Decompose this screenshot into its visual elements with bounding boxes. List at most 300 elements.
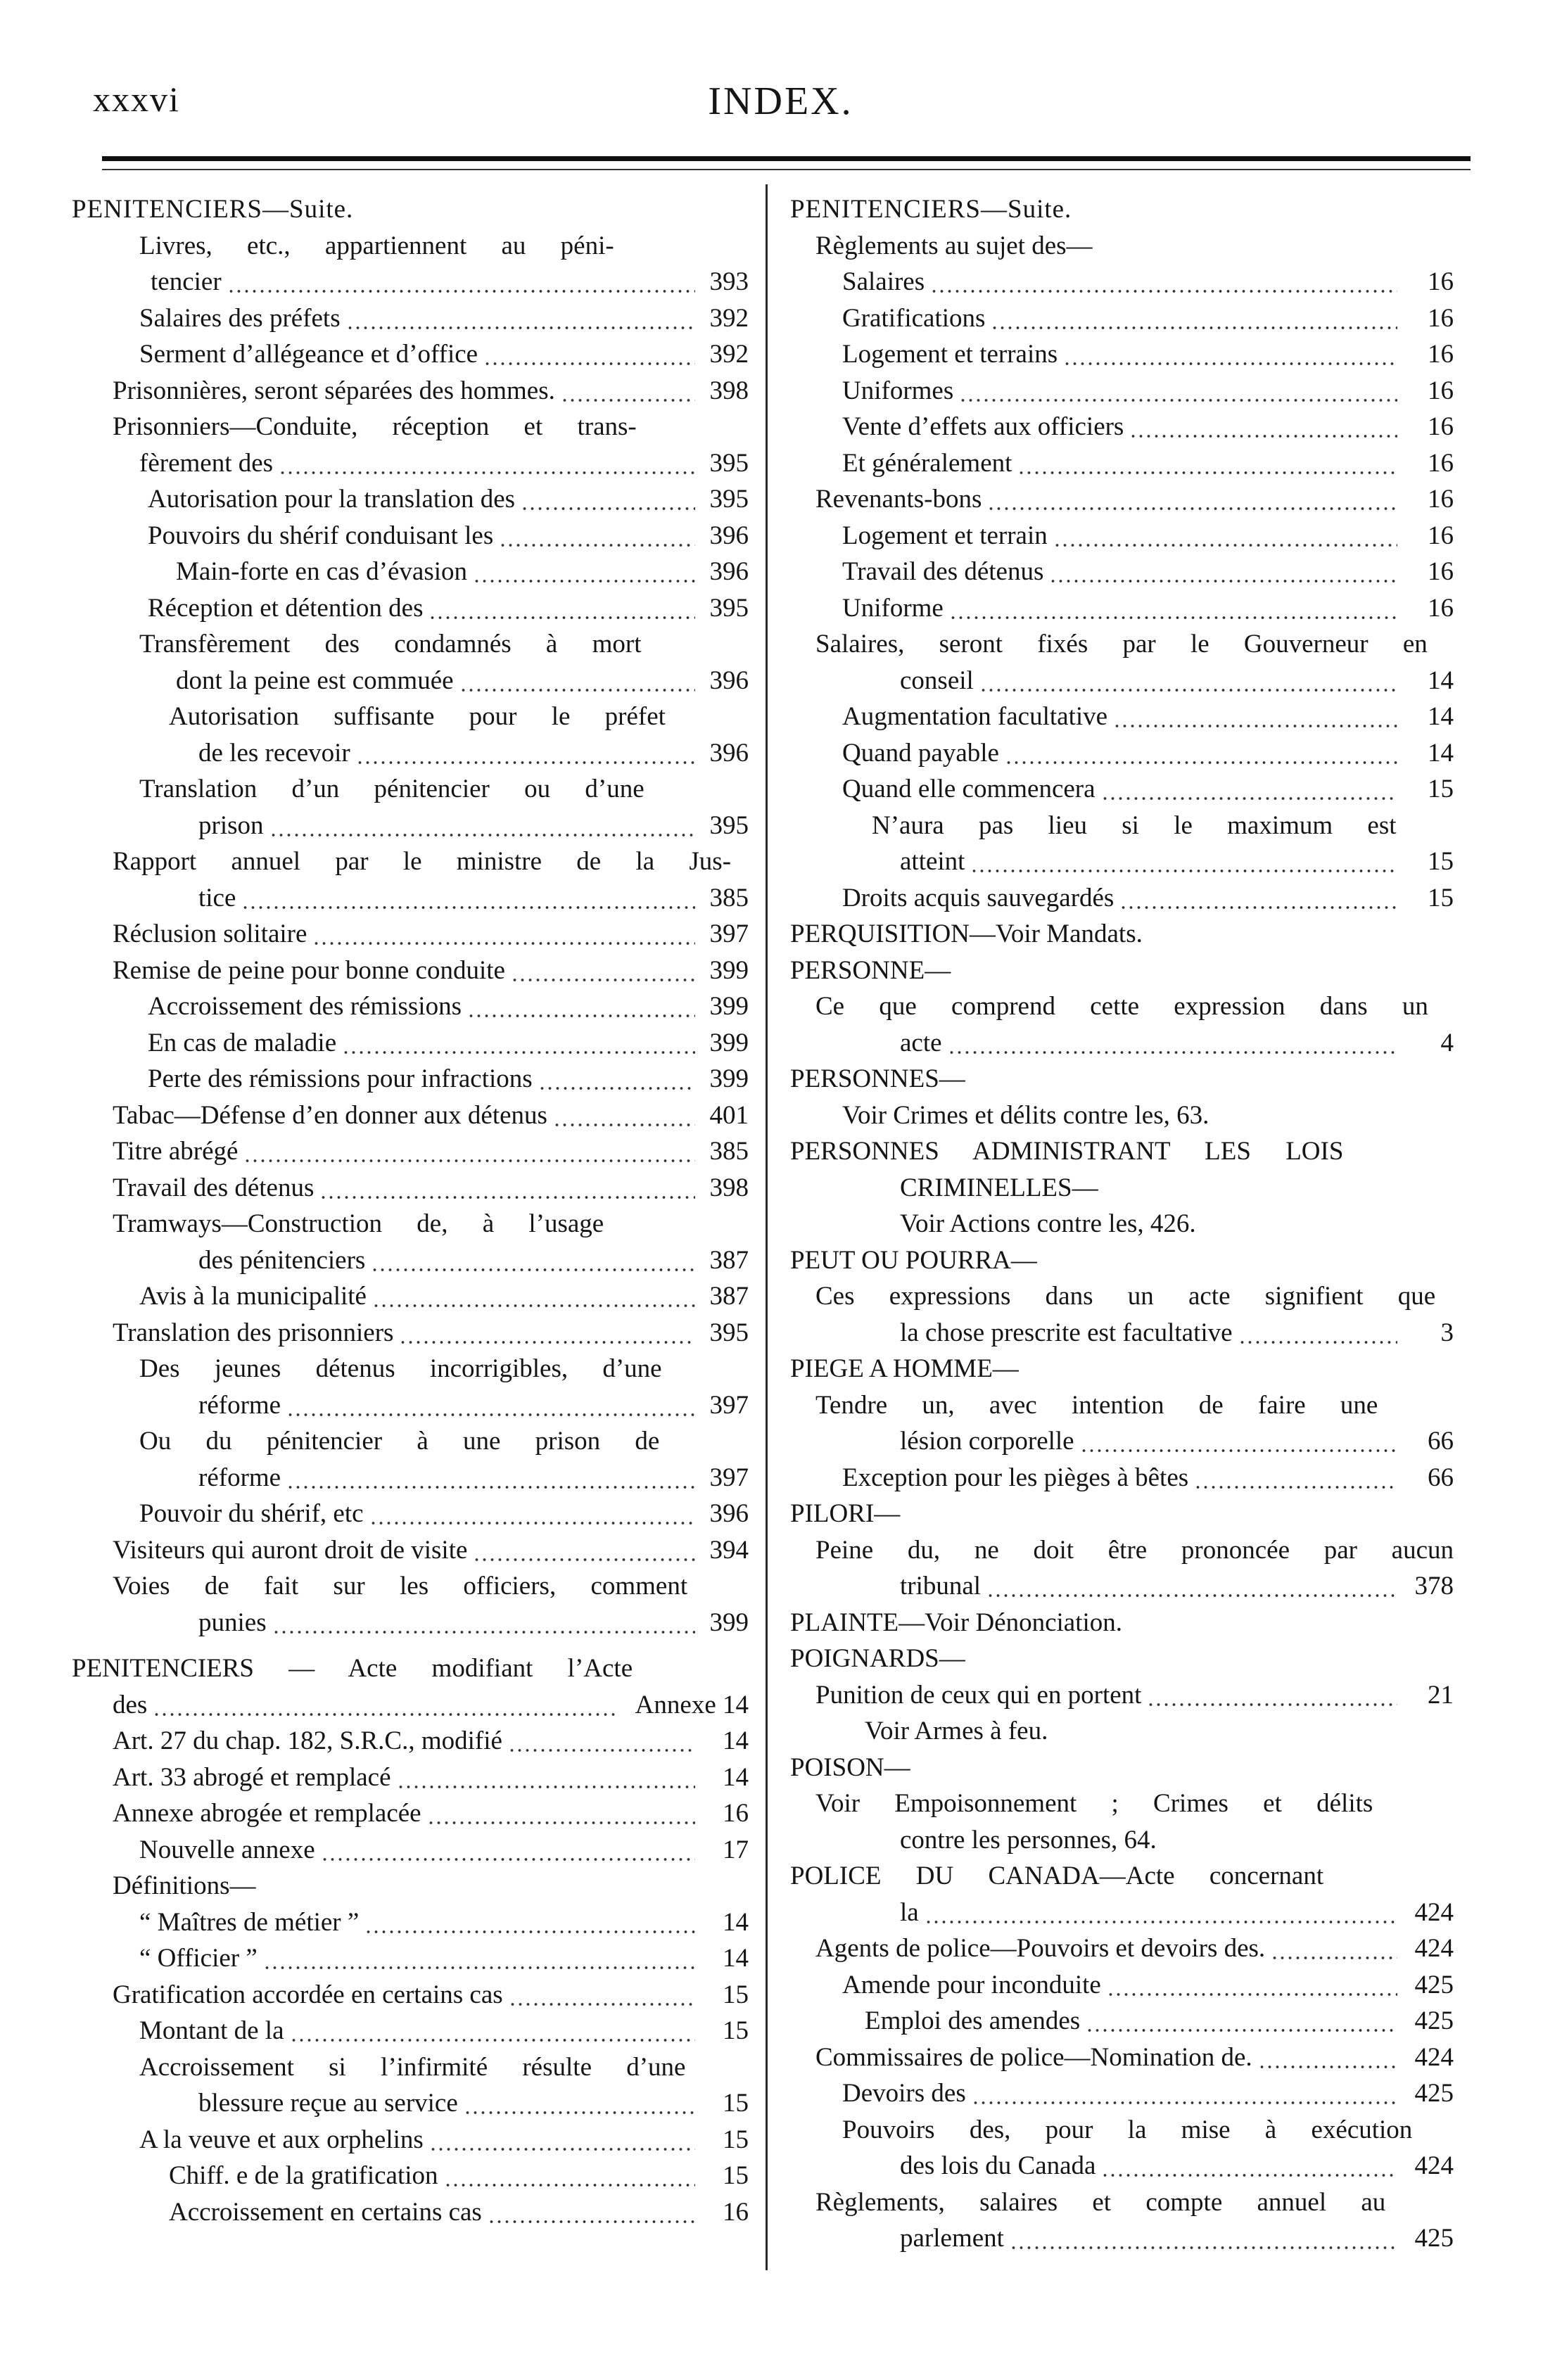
index-entry — [775, 1097, 1454, 1134]
entry-text: Art. 33 abrogé et remplacé — [113, 1762, 391, 1792]
entry-text: Pouvoirs des, pour la mise à exécution — [842, 2115, 1413, 2144]
page-reference: 16 — [1428, 340, 1454, 369]
entry-text: Prisonnières, seront séparées des hommes. — [113, 376, 555, 405]
page-reference: 399 — [709, 1064, 749, 1093]
page-reference: 16 — [1428, 448, 1454, 478]
dot-leader — [499, 518, 695, 554]
index-entry — [72, 1242, 749, 1279]
entry-text: PERQUISITION—Voir Mandats. — [790, 919, 1143, 948]
page-reference: 16 — [1428, 593, 1454, 623]
dot-leader — [949, 590, 1397, 627]
entry-text: Salaires — [842, 267, 925, 296]
index-entry — [775, 1967, 1454, 2004]
index-entry — [72, 1568, 749, 1605]
entry-text: PENITENCIERS — Acte modifiant l’Acte — [72, 1654, 633, 1683]
entry-text: PEUT OU POURRA— — [790, 1245, 1037, 1275]
dot-leader — [948, 1025, 1397, 1062]
entry-text: Amende pour inconduite — [842, 1970, 1101, 1999]
entry-text: Translation d’un pénitencier ou d’une — [139, 775, 644, 803]
entry-text: Voies de fait sur les officiers, comment — [113, 1572, 688, 1601]
dot-leader — [286, 1387, 695, 1424]
entry-text: atteint — [900, 847, 965, 876]
index-entry — [72, 1904, 749, 1941]
dot-leader — [427, 1795, 695, 1832]
entry-text: Emploi des amendes — [865, 2006, 1081, 2035]
page-reference: 401 — [709, 1100, 749, 1130]
entry-text: A la veuve et aux orphelins — [139, 2125, 424, 2154]
dot-leader — [511, 953, 695, 989]
entry-text: Ou du pénitencier à une prison de — [139, 1427, 660, 1456]
page-reference: 16 — [1428, 521, 1454, 550]
entry-text: Voir Armes à feu. — [865, 1717, 1048, 1745]
page-reference: 398 — [709, 1173, 749, 1202]
index-entry — [775, 953, 1454, 989]
dot-leader — [538, 1061, 695, 1097]
entry-text: Définitions— — [113, 1871, 256, 1900]
index-entry — [775, 844, 1454, 880]
entry-text: Tabac—Défense d’en donner aux détenus — [113, 1100, 547, 1130]
index-entry — [775, 300, 1454, 337]
dot-leader — [1005, 735, 1397, 772]
index-entry — [72, 1206, 749, 1242]
page-reference: 15 — [723, 2089, 749, 2118]
entry-text: Gratification accordée en certains cas — [113, 1980, 503, 2009]
page-reference: 425 — [1414, 2006, 1454, 2035]
index-entry — [775, 590, 1454, 627]
entry-text: lésion corporelle — [900, 1427, 1074, 1456]
page-reference: 395 — [709, 485, 749, 514]
dot-leader — [986, 1568, 1397, 1605]
dot-leader — [399, 1315, 695, 1351]
index-entry — [775, 1605, 1454, 1641]
index-entry — [72, 481, 749, 518]
index-entry — [72, 808, 749, 844]
page-reference: 15 — [723, 1980, 749, 2009]
dot-leader — [364, 1904, 695, 1941]
entry-text: Salaires des préfets — [139, 303, 341, 333]
page-reference: 396 — [709, 521, 749, 550]
index-entry — [72, 1868, 749, 1904]
entry-text: Logement et terrain — [842, 521, 1048, 550]
page-reference: 16 — [1428, 557, 1454, 586]
right-column — [775, 191, 1454, 2257]
index-entry — [775, 916, 1454, 953]
entry-text: Autorisation pour la translation des — [148, 485, 516, 514]
page-reference: 392 — [709, 340, 749, 369]
entry-text: POLICE DU CANADA—Acte concernant — [790, 1862, 1324, 1890]
index-entry — [775, 1133, 1454, 1170]
entry-text: Serment d’allégeance et d’office — [139, 340, 478, 369]
entry-text: PIEGE A HOMME— — [790, 1354, 1019, 1383]
index-entry — [775, 1713, 1454, 1750]
page-reference: 424 — [1414, 2151, 1454, 2180]
dot-leader — [429, 2122, 695, 2158]
dot-leader — [428, 590, 695, 627]
entry-text: Uniformes — [842, 376, 954, 405]
dot-leader — [464, 2085, 695, 2122]
dot-leader — [1129, 409, 1397, 445]
index-entry — [775, 1460, 1454, 1496]
index-entry — [775, 808, 1454, 844]
entry-text: des lois du Canada — [900, 2151, 1096, 2180]
dot-leader — [290, 2013, 695, 2049]
index-entry — [72, 735, 749, 772]
entry-text: Annexe abrogée et remplacée — [113, 1799, 421, 1828]
index-entry — [775, 988, 1454, 1025]
entry-text: Vente d’effets aux officiers — [842, 412, 1124, 441]
index-entry — [72, 663, 749, 699]
dot-leader — [1107, 1967, 1397, 2004]
dot-leader — [241, 880, 695, 917]
entry-text: Agents de police—Pouvoirs et devoirs des. — [815, 1934, 1266, 1963]
index-entry — [775, 1423, 1454, 1460]
index-entry — [775, 735, 1454, 772]
entry-text: Perte des rémissions pour infractions — [148, 1064, 533, 1093]
entry-text: Règlements, salaires et compte annuel au — [815, 2187, 1386, 2217]
dot-leader — [1080, 1423, 1397, 1460]
entry-text: POIGNARDS— — [790, 1644, 965, 1673]
entry-text: Pouvoir du shérif, etc — [139, 1499, 364, 1528]
index-entry — [775, 880, 1454, 917]
dot-leader — [508, 1723, 695, 1759]
page-reference: 16 — [1428, 303, 1454, 333]
index-entry — [72, 1940, 749, 1977]
index-entry — [72, 590, 749, 627]
page-reference: 424 — [1414, 1934, 1454, 1963]
dot-leader — [1147, 1677, 1397, 1714]
entry-text: blessure reçue au service — [198, 2089, 458, 2118]
index-entry — [775, 2220, 1454, 2257]
dot-leader — [930, 264, 1397, 300]
index-entry — [775, 663, 1454, 699]
entry-text: Remise de peine pour bonne conduite — [113, 955, 505, 985]
page-reference: 395 — [709, 448, 749, 478]
dot-leader — [473, 554, 695, 590]
dot-leader — [272, 1605, 695, 1641]
index-entry — [775, 1641, 1454, 1677]
index-entry — [72, 2049, 749, 2086]
page-reference: 66 — [1428, 1427, 1454, 1456]
page-reference: 14 — [1428, 666, 1454, 695]
dot-leader — [319, 1170, 695, 1207]
page-reference: 16 — [723, 1799, 749, 1828]
dot-leader — [1113, 699, 1397, 735]
dot-leader — [346, 300, 695, 337]
page-reference: 392 — [709, 303, 749, 333]
dot-leader — [553, 1097, 695, 1134]
index-entry — [72, 1687, 749, 1724]
index-entry — [775, 1568, 1454, 1605]
entry-text: de les recevoir — [198, 738, 350, 768]
entry-text: Réclusion solitaire — [113, 919, 307, 948]
page-title: INDEX. — [708, 79, 853, 123]
entry-text: Commissaires de police—Nomination de. — [815, 2042, 1252, 2072]
index-entry — [72, 373, 749, 409]
entry-text: réforme — [198, 1390, 281, 1420]
dot-leader — [263, 1940, 695, 1977]
entry-text: la — [900, 1897, 919, 1927]
index-entry — [72, 518, 749, 554]
page-reference: 425 — [1414, 2224, 1454, 2253]
index-entry — [775, 1025, 1454, 1062]
index-entry — [72, 1315, 749, 1351]
entry-text: PLAINTE—Voir Dénonciation. — [790, 1608, 1123, 1637]
page-reference: 15 — [1428, 847, 1454, 876]
page-reference: 399 — [709, 992, 749, 1021]
entry-text: conseil — [900, 666, 974, 695]
index-entry — [775, 1351, 1454, 1387]
page-reference: 397 — [709, 1390, 749, 1420]
dot-leader — [312, 916, 695, 953]
dot-leader — [243, 1133, 695, 1170]
index-entry — [775, 1858, 1454, 1895]
header-rule-thick — [102, 156, 1471, 161]
page-reference: 16 — [1428, 267, 1454, 296]
index-entry — [72, 1460, 749, 1496]
entry-text: dont la peine est commuée — [176, 666, 454, 695]
page-reference: 16 — [723, 2197, 749, 2227]
index-entry — [72, 1278, 749, 1315]
entry-text: tice — [198, 883, 236, 912]
index-entry — [775, 626, 1454, 663]
header-rule-thin — [102, 169, 1471, 170]
dot-leader — [483, 336, 695, 373]
entry-text: des — [113, 1690, 148, 1719]
index-entry — [72, 699, 749, 735]
index-entry — [775, 481, 1454, 518]
entry-text: Autorisation suffisante pour le préfet — [169, 702, 666, 731]
index-entry — [775, 554, 1454, 590]
page-reference: 17 — [723, 1835, 749, 1864]
entry-text: PERSONNE— — [790, 955, 951, 985]
page-reference: 395 — [709, 810, 749, 840]
entry-text: Voir Crimes et délits contre les, 63. — [842, 1100, 1209, 1130]
index-entry — [72, 1723, 749, 1759]
entry-text: Pouvoirs du shérif conduisant les — [148, 521, 494, 550]
dot-leader — [521, 481, 695, 518]
index-entry — [72, 228, 749, 265]
entry-text: Main-forte en cas d’évasion — [176, 557, 468, 586]
index-entry — [775, 1206, 1454, 1242]
entry-text: parlement — [900, 2224, 1004, 2253]
page-reference: 394 — [709, 1535, 749, 1565]
entry-text: tencier — [151, 267, 222, 296]
index-entry — [72, 1532, 749, 1569]
page-reference: 14 — [1428, 738, 1454, 768]
page-number: xxxvi — [93, 79, 180, 119]
index-entry — [72, 1170, 749, 1207]
index-entry — [72, 1605, 749, 1641]
dot-leader — [488, 2194, 695, 2231]
entry-text: Réception et détention des — [148, 593, 424, 623]
index-entry — [72, 771, 749, 808]
page-reference: 385 — [709, 1137, 749, 1166]
page-reference: 14 — [1428, 702, 1454, 731]
dot-leader — [459, 663, 695, 699]
dot-leader — [1010, 2220, 1397, 2257]
entry-text: punies — [198, 1608, 267, 1637]
index-entry — [72, 880, 749, 917]
entry-text: Accroissement en certains cas — [169, 2197, 482, 2227]
entry-text: des pénitenciers — [198, 1245, 366, 1275]
page-header — [93, 79, 1468, 135]
dot-leader — [321, 1832, 695, 1869]
dot-leader — [372, 1278, 695, 1315]
page-reference: 14 — [723, 1762, 749, 1792]
dot-leader — [509, 1977, 695, 2013]
page-reference: 396 — [709, 738, 749, 768]
index-entry — [775, 1061, 1454, 1097]
entry-text: Uniforme — [842, 593, 944, 623]
entry-text: PENITENCIERS—Suite. — [790, 195, 1072, 224]
page-reference: 4 — [1440, 1028, 1454, 1057]
page-reference: 66 — [1428, 1463, 1454, 1492]
page-reference: 424 — [1414, 1897, 1454, 1927]
entry-text: PERSONNES ADMINISTRANT LES LOIS — [790, 1137, 1344, 1166]
dot-leader — [1063, 336, 1397, 373]
entry-text: Voir Actions contre les, 426. — [900, 1209, 1196, 1238]
page-reference: 425 — [1414, 1970, 1454, 1999]
index-entry — [775, 191, 1454, 228]
dot-leader — [972, 2075, 1397, 2112]
entry-text: PILORI— — [790, 1499, 901, 1528]
entry-text: Devoirs des — [842, 2079, 966, 2108]
entry-text: Droits acquis sauvegardés — [842, 883, 1115, 912]
entry-text: Transfèrement des condamnés à mort — [139, 630, 642, 658]
dot-leader — [1194, 1460, 1397, 1496]
page-reference: 15 — [1428, 883, 1454, 912]
entry-text: Peine du, ne doit être prononcée par aucun — [815, 1535, 1454, 1565]
index-entry — [775, 1750, 1454, 1786]
dot-leader — [342, 1025, 695, 1062]
entry-text: Revenants-bons — [815, 485, 982, 514]
page-reference: 14 — [723, 1907, 749, 1937]
index-entry — [775, 373, 1454, 409]
entry-text: Règlements au sujet des— — [815, 231, 1093, 260]
dot-leader — [925, 1895, 1397, 1931]
dot-leader — [1101, 2148, 1397, 2184]
dot-leader — [1271, 1930, 1397, 1967]
entry-text: “ Maîtres de métier ” — [139, 1907, 360, 1937]
index-entry — [775, 409, 1454, 445]
index-entry — [775, 2039, 1454, 2076]
index-entry — [72, 1025, 749, 1062]
index-entry — [72, 1832, 749, 1869]
index-entry — [775, 1242, 1454, 1279]
dot-leader — [286, 1460, 695, 1496]
index-entry — [72, 844, 749, 880]
index-entry — [775, 336, 1454, 373]
entry-text: Des jeunes détenus incorrigibles, d’une — [139, 1354, 662, 1383]
entry-text: Tendre un, avec intention de faire une — [815, 1390, 1378, 1420]
entry-text: Travail des détenus — [113, 1173, 315, 1202]
dot-leader — [1258, 2039, 1397, 2076]
index-entry — [775, 2148, 1454, 2184]
entry-text: prison — [198, 810, 264, 840]
entry-text: Accroissement des rémissions — [148, 992, 462, 1021]
entry-text: PERSONNES— — [790, 1064, 965, 1093]
index-entry — [72, 191, 749, 228]
index-entry — [72, 1423, 749, 1460]
entry-text: contre les personnes, 64. — [900, 1825, 1157, 1854]
entry-text: Titre abrégé — [113, 1137, 239, 1166]
dot-leader — [561, 373, 695, 409]
index-entry — [775, 699, 1454, 735]
index-entry — [72, 2122, 749, 2158]
page-reference: 15 — [723, 2016, 749, 2045]
page-reference: 15 — [1428, 775, 1454, 803]
index-entry — [72, 2085, 749, 2122]
entry-text: Punition de ceux qui en portent — [815, 1680, 1142, 1710]
index-entry — [72, 1759, 749, 1796]
dot-leader — [269, 808, 696, 844]
dot-leader — [279, 445, 695, 482]
index-entry — [72, 1496, 749, 1532]
index-entry — [72, 445, 749, 482]
index-entry — [775, 1170, 1454, 1207]
index-entry — [775, 1532, 1454, 1569]
dot-leader — [467, 988, 695, 1025]
page-reference: 396 — [709, 557, 749, 586]
entry-text: Voir Empoisonnement ; Crimes et délits — [815, 1789, 1373, 1818]
index-entry — [72, 264, 749, 300]
index-entry — [775, 1822, 1454, 1859]
entry-text: Accroissement si l’infirmité résulte d’une — [139, 2052, 686, 2082]
entry-text: Exception pour les pièges à bêtes — [842, 1463, 1189, 1492]
dot-leader — [979, 663, 1397, 699]
entry-text: réforme — [198, 1463, 281, 1492]
index-entry — [775, 2075, 1454, 2112]
index-entry — [775, 228, 1454, 265]
index-entry — [72, 409, 749, 445]
page-reference: 387 — [709, 1245, 749, 1275]
dot-leader — [1049, 554, 1397, 590]
page-reference: 397 — [709, 1463, 749, 1492]
index-entry — [72, 1097, 749, 1134]
entry-text: Gratifications — [842, 303, 986, 333]
index-entry — [72, 916, 749, 953]
index-entry — [775, 2184, 1454, 2221]
entry-text: Visiteurs qui auront droit de visite — [113, 1535, 468, 1565]
index-entry — [72, 2194, 749, 2231]
index-entry — [775, 771, 1454, 808]
index-entry — [72, 953, 749, 989]
column-divider — [766, 184, 768, 2270]
index-entry — [72, 300, 749, 337]
dot-leader — [356, 735, 695, 772]
index-entry — [72, 1977, 749, 2013]
entry-text: fèrement des — [139, 448, 274, 478]
dot-leader — [397, 1759, 695, 1796]
index-entry — [775, 1677, 1454, 1714]
index-entry — [72, 1650, 749, 1687]
dot-leader — [1119, 880, 1397, 917]
page-reference: Annexe 14 — [635, 1690, 749, 1719]
dot-leader — [444, 2158, 695, 2194]
entry-text: Logement et terrains — [842, 340, 1058, 369]
entry-text: Chiff. e de la gratification — [169, 2161, 438, 2190]
entry-text: Quand payable — [842, 738, 999, 768]
dot-leader — [1017, 445, 1397, 482]
entry-text: N’aura pas lieu si le maximum est — [872, 810, 1397, 840]
index-entry — [72, 1133, 749, 1170]
index-entry — [72, 988, 749, 1025]
index-entry — [72, 1061, 749, 1097]
index-entry — [775, 2003, 1454, 2039]
dot-leader — [227, 264, 695, 300]
entry-text: la chose prescrite est facultative — [900, 1318, 1233, 1347]
page-reference: 16 — [1428, 412, 1454, 441]
